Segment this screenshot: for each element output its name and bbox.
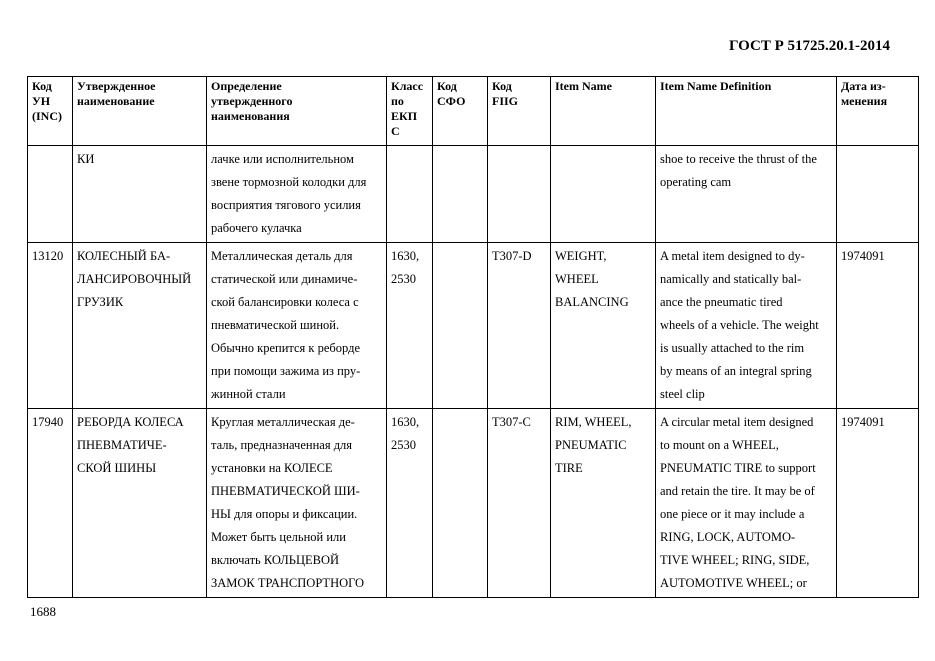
header-line: Код bbox=[32, 79, 52, 93]
cell-text-line: and retain the tire. It may be of bbox=[660, 484, 815, 498]
cell-text-line: СКОЙ ШИНЫ bbox=[77, 461, 157, 475]
cell-text-line: 1974091 bbox=[841, 415, 885, 429]
cell-text-line: Металлическая деталь для bbox=[211, 249, 353, 263]
cell-text-line: WEIGHT, bbox=[555, 249, 607, 263]
table-row bbox=[28, 409, 919, 598]
fiig-cell bbox=[488, 243, 551, 409]
name-cell bbox=[73, 243, 207, 409]
header-line: С bbox=[391, 124, 400, 138]
cell-text-line: BALANCING bbox=[555, 295, 629, 309]
table-row bbox=[28, 146, 919, 243]
cell-text-line: 2530 bbox=[391, 272, 416, 286]
cell-text-line: T307-D bbox=[492, 249, 532, 263]
header-line: менения bbox=[841, 94, 888, 108]
header-line: Определение bbox=[211, 79, 282, 93]
cell-text-line: НЫ для опоры и фиксации. bbox=[211, 507, 358, 521]
fiig-cell bbox=[488, 146, 551, 243]
definition-cell bbox=[207, 409, 387, 598]
catalog-table bbox=[27, 76, 919, 598]
header-class bbox=[387, 77, 433, 146]
cell-text-line: лачке или исполнительном bbox=[211, 152, 354, 166]
cell-text-line: 17940 bbox=[32, 415, 64, 429]
class-cell bbox=[387, 409, 433, 598]
sfo-cell bbox=[433, 243, 488, 409]
page-number: 1688 bbox=[30, 604, 56, 619]
item-name-cell bbox=[551, 243, 656, 409]
cell-text-line: КИ bbox=[77, 152, 95, 166]
cell-text-line: 1974091 bbox=[841, 249, 885, 263]
header-definition bbox=[207, 77, 387, 146]
cell-text-line: TIRE bbox=[555, 461, 583, 475]
cell-text-line: is usually attached to the rim bbox=[660, 341, 805, 355]
cell-text-line: Обычно крепится к реборде bbox=[211, 341, 361, 355]
cell-text-line: operating cam bbox=[660, 175, 732, 189]
item-name-cell bbox=[551, 409, 656, 598]
cell-text-line: steel clip bbox=[660, 387, 705, 401]
header-sfo bbox=[433, 77, 488, 146]
fiig-cell bbox=[488, 409, 551, 598]
header-line: ЕКП bbox=[391, 109, 418, 123]
cell-text-line: Может быть цельной или bbox=[211, 530, 346, 544]
cell-text-line: Круглая металлическая де- bbox=[211, 415, 355, 429]
cell-text-line: one piece or it may include a bbox=[660, 507, 805, 521]
document-standard-code: ГОСТ Р 51725.20.1-2014 bbox=[728, 38, 890, 54]
cell-text-line: КОЛЕСНЫЙ БА- bbox=[77, 249, 171, 263]
header-line: наименование bbox=[77, 94, 155, 108]
cell-text-line: включать КОЛЬЦЕВОЙ bbox=[211, 553, 340, 567]
cell-text-line: установки на КОЛЕСЕ bbox=[211, 461, 333, 475]
item-name-cell bbox=[551, 146, 656, 243]
cell-text-line: 1630, bbox=[391, 415, 420, 429]
class-cell bbox=[387, 243, 433, 409]
header-line: УН bbox=[32, 94, 51, 108]
cell-text-line: восприятия тягового усилия bbox=[211, 198, 361, 212]
cell-text-line: ГРУЗИК bbox=[77, 295, 124, 309]
cell-text-line: PNEUMATIC bbox=[555, 438, 627, 452]
cell-text-line: при помощи зажима из пру- bbox=[211, 364, 361, 378]
cell-text-line: RING, LOCK, AUTOMO- bbox=[660, 530, 796, 544]
item-definition-cell bbox=[656, 243, 837, 409]
cell-text-line: 2530 bbox=[391, 438, 416, 452]
cell-text-line: TIVE WHEEL; RING, SIDE, bbox=[660, 553, 810, 567]
table-body bbox=[28, 146, 919, 598]
cell-text-line: namically and statically bal- bbox=[660, 272, 802, 286]
sfo-cell bbox=[433, 146, 488, 243]
class-cell bbox=[387, 146, 433, 243]
header-line: Дата из- bbox=[841, 79, 886, 93]
cell-text-line: shoe to receive the thrust of the bbox=[660, 152, 817, 166]
header-line: Класс bbox=[391, 79, 424, 93]
name-cell bbox=[73, 409, 207, 598]
item-definition-cell bbox=[656, 409, 837, 598]
change-date-cell bbox=[837, 146, 919, 243]
header-item-name bbox=[551, 77, 656, 146]
header-line: Item Name bbox=[555, 79, 612, 93]
header-inc bbox=[28, 77, 73, 146]
header-line: FIIG bbox=[492, 94, 519, 108]
header-change-date bbox=[837, 77, 919, 146]
header-line: Утвержденное bbox=[77, 79, 156, 93]
cell-text-line: ЛАНСИРОВОЧНЫЙ bbox=[77, 272, 192, 286]
cell-text-line: ской балансировки колеса с bbox=[211, 295, 359, 309]
cell-text-line: to mount on a WHEEL, bbox=[660, 438, 779, 452]
definition-cell bbox=[207, 243, 387, 409]
cell-text-line: PNEUMATIC TIRE to support bbox=[660, 461, 816, 475]
cell-text-line: A metal item designed to dy- bbox=[660, 249, 805, 263]
cell-text-line: RIM, WHEEL, bbox=[555, 415, 632, 429]
table-row bbox=[28, 243, 919, 409]
cell-text-line: РЕБОРДА КОЛЕСА bbox=[77, 415, 184, 429]
cell-text-line: ПНЕВМАТИЧЕ- bbox=[77, 438, 167, 452]
cell-text-line: статической или динамиче- bbox=[211, 272, 358, 286]
cell-text-line: AUTOMOTIVE WHEEL; or bbox=[660, 576, 807, 590]
change-date-cell bbox=[837, 409, 919, 598]
cell-text-line: by means of an integral spring bbox=[660, 364, 812, 378]
inc-cell bbox=[28, 146, 73, 243]
definition-cell bbox=[207, 146, 387, 243]
cell-text-line: WHEEL bbox=[555, 272, 599, 286]
header-line: Код bbox=[437, 79, 457, 93]
sfo-cell bbox=[433, 409, 488, 598]
cell-text-line: жинной стали bbox=[211, 387, 286, 401]
cell-text-line: таль, предназначенная для bbox=[211, 438, 353, 452]
cell-text-line: рабочего кулачка bbox=[211, 221, 302, 235]
header-line: (INC) bbox=[32, 109, 62, 123]
inc-cell bbox=[28, 409, 73, 598]
name-cell bbox=[73, 146, 207, 243]
cell-text-line: пневматической шиной. bbox=[211, 318, 340, 332]
cell-text-line: A circular metal item designed bbox=[660, 415, 814, 429]
table-header-row bbox=[28, 77, 919, 146]
header-line: наименования bbox=[211, 109, 290, 123]
header-line: Item Name Definition bbox=[660, 79, 772, 93]
header-line: СФО bbox=[437, 94, 466, 108]
cell-text-line: ance the pneumatic tired bbox=[660, 295, 783, 309]
cell-text-line: wheels of a vehicle. The weight bbox=[660, 318, 819, 332]
header-line: Код bbox=[492, 79, 512, 93]
cell-text-line: звене тормозной колодки для bbox=[211, 175, 367, 189]
header-name bbox=[73, 77, 207, 146]
header-fiig bbox=[488, 77, 551, 146]
item-definition-cell bbox=[656, 146, 837, 243]
header-item-definition bbox=[656, 77, 837, 146]
cell-text-line: 1630, bbox=[391, 249, 420, 263]
cell-text-line: T307-C bbox=[492, 415, 531, 429]
cell-text-line: ПНЕВМАТИЧЕСКОЙ ШИ- bbox=[211, 484, 360, 498]
cell-text-line: 13120 bbox=[32, 249, 64, 263]
change-date-cell bbox=[837, 243, 919, 409]
inc-cell bbox=[28, 243, 73, 409]
cell-text-line: ЗАМОК ТРАНСПОРТНОГО bbox=[211, 576, 365, 590]
header-line: по bbox=[391, 94, 404, 108]
header-line: утвержденного bbox=[211, 94, 293, 108]
